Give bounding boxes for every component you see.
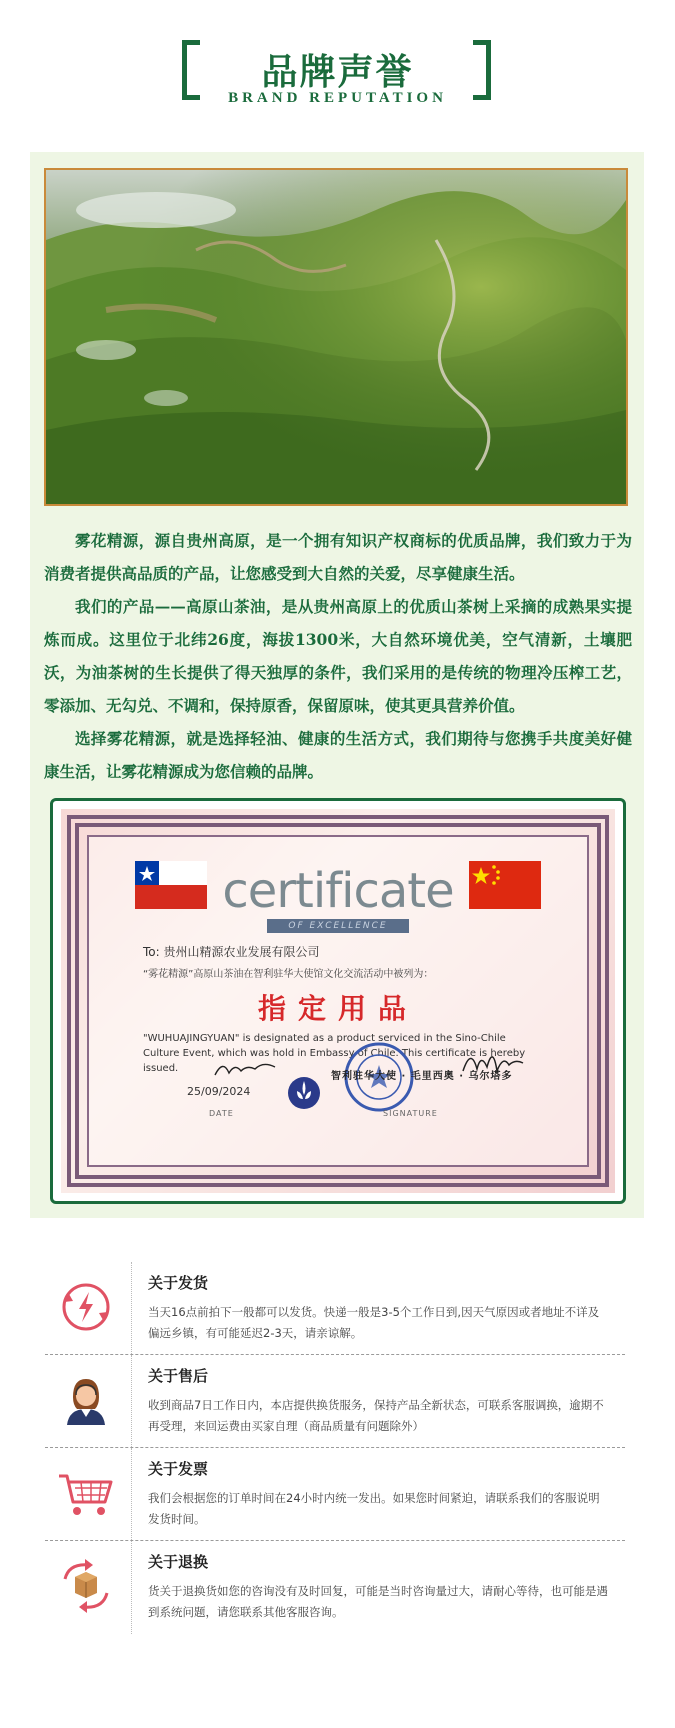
- certificate-ribbon: OF EXCELLENCE: [267, 919, 409, 933]
- certificate-date: 25/09/2024: [187, 1085, 251, 1098]
- fleur-de-lis-icon: [287, 1073, 321, 1113]
- certificate-description: “雾花精源”高原山茶油在智利驻华大使馆文化交流活动中被列为：: [143, 969, 434, 980]
- info-row-shipping: [45, 1262, 625, 1355]
- info-text: 当天16点前拍下一般都可以发货。快递一般是3-5个工作日到,因天气原因或者地址不详及偏远乡镇，有可能延迟2-3天，请亲谅解。: [148, 1305, 600, 1340]
- info-text: 我们会根据您的订单时间在24小时内统一发出。如果您时间紧迫，请联系我们的客服说明发货时间。: [148, 1491, 600, 1526]
- info-title: 关于发票: [148, 1460, 209, 1478]
- info-divider: [131, 1262, 132, 1354]
- brand-intro: [44, 524, 632, 788]
- info-title: 关于发货: [148, 1274, 209, 1292]
- signature-label: SIGNATURE: [383, 1109, 438, 1118]
- info-row-invoice: [45, 1448, 625, 1541]
- certificate-recipient: To: 贵州山精源农业发展有限公司: [143, 945, 320, 959]
- date-label: DATE: [209, 1109, 234, 1118]
- certificate-seal-text: 智利驻华大使 · 毛里西奥 · 乌尔塔多: [331, 1071, 513, 1082]
- brand-panel: [30, 152, 644, 1218]
- intro-paragraph: 选择雾花精源，就是选择轻油、健康的生活方式，我们期待与您携手共度美好健康生活，让雾花精源成为您信赖的品牌。: [44, 729, 632, 781]
- info-divider: [131, 1448, 132, 1540]
- right-bracket: [473, 40, 491, 100]
- return-box-icon: [55, 1555, 117, 1617]
- lightning-cycle-icon: [55, 1276, 117, 1338]
- info-title: 关于退换: [148, 1553, 209, 1571]
- customer-service-icon: [55, 1369, 117, 1431]
- info-text: 收到商品7日工作日内，本店提供换货服务，保持产品全新状态，可联系客服调换，逾期不再受理，来回运费由买家自理（商品质量有问题除外）: [148, 1398, 604, 1433]
- certificate-frame: [50, 798, 626, 1204]
- info-text: 货关于退换货如您的咨询没有及时回复，可能是当时咨询量过大，请耐心等待，也可能是遇到系统问题，请您联系其他客服咨询。: [148, 1584, 608, 1619]
- shopping-cart-icon: [55, 1462, 117, 1524]
- section-subtitle: BRAND REPUTATION: [228, 90, 447, 106]
- info-divider: [131, 1541, 132, 1634]
- certificate-title: 指定用品: [257, 992, 418, 1025]
- certificate-english-text: "WUHUAJINGYUAN" is designated as a product serviced in the Sino-Chile Culture Event, which was hold in Embassy of Chile. This certificate is hereby issued.: [143, 1033, 526, 1074]
- service-info: [45, 1262, 625, 1634]
- certificate: [61, 809, 615, 1193]
- brand-header: [0, 0, 675, 150]
- tea-mountain-photo: [44, 168, 628, 506]
- info-row-returns: [45, 1541, 625, 1634]
- date-signature: [211, 1055, 281, 1083]
- ambassador-signature: [457, 1041, 527, 1081]
- certificate-heading: certificate: [222, 863, 454, 919]
- section-title: 品牌声誉: [261, 51, 414, 93]
- info-title: 关于售后: [148, 1367, 209, 1385]
- info-row-after-sales: [45, 1355, 625, 1448]
- intro-paragraph: 我们的产品——高原山茶油，是从贵州高原上的优质山茶树上采摘的成熟果实提炼而成。这里位于北纬26度，海拔1300米，大自然环境优美，空气清新，土壤肥沃，为油茶树的生长提供了得天独厚的条件，我们采用的是传统的物理冷压榨工艺，零添加、无勾兑、不调和，保持原香，保留原味，使其更具营养价值。: [44, 597, 632, 715]
- intro-paragraph: 雾花精源，源自贵州高原，是一个拥有知识产权商标的优质品牌，我们致力于为消费者提供高品质的产品，让您感受到大自然的关爱，尽享健康生活。: [44, 531, 632, 583]
- info-divider: [131, 1355, 132, 1447]
